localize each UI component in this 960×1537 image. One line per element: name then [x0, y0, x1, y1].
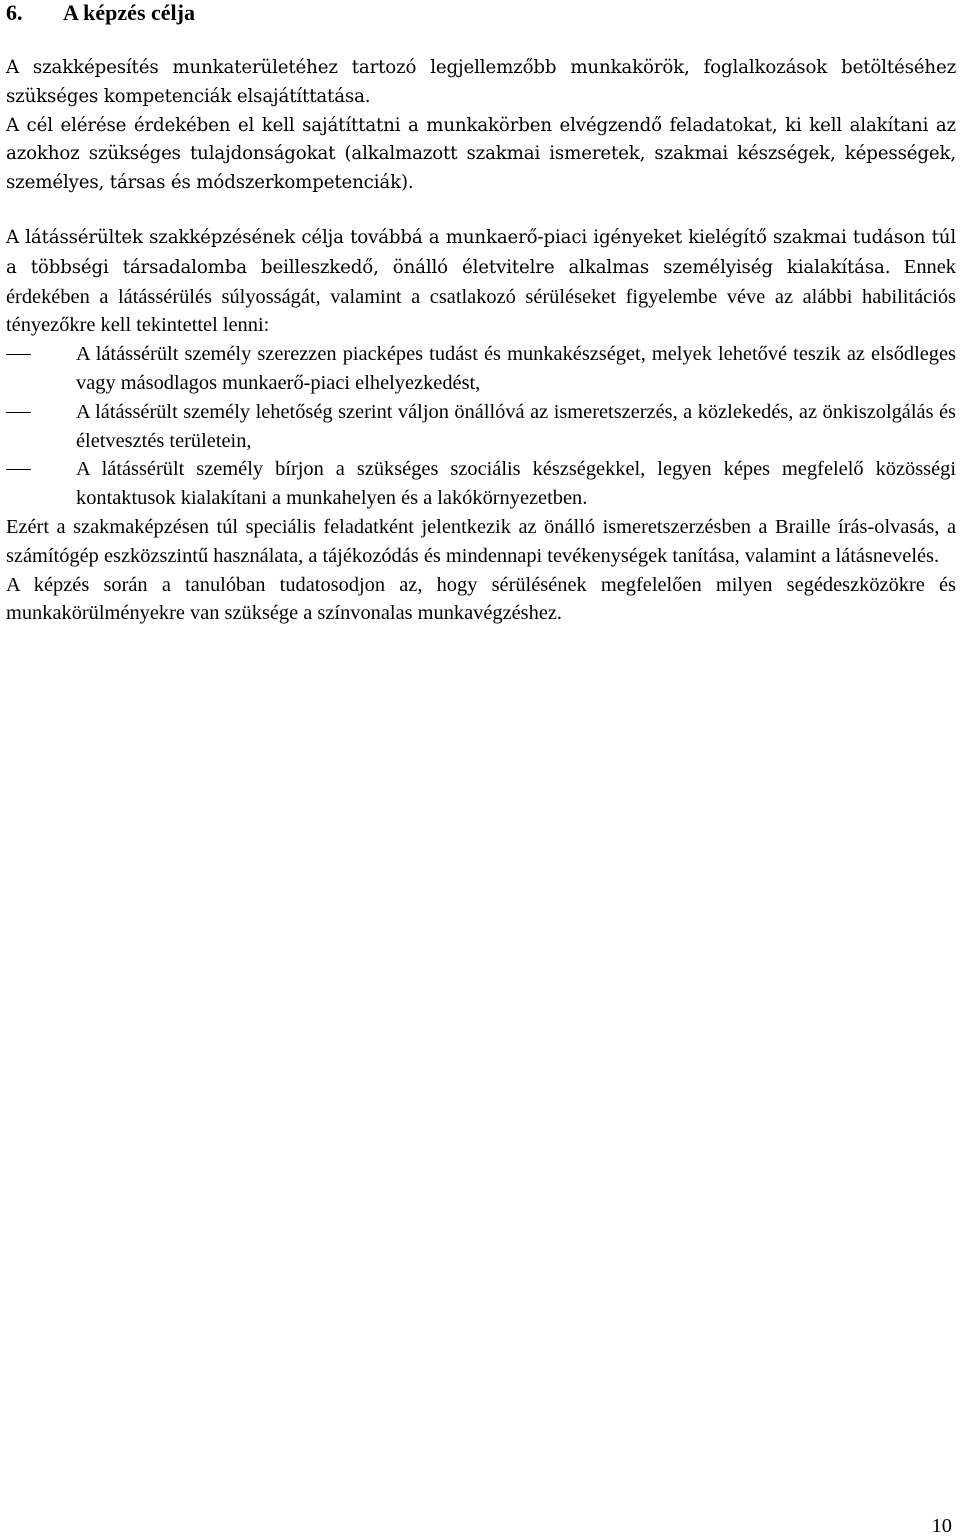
list-item: [6, 340, 956, 398]
paragraph-competencies-part1: A cél elérése érdekében el kell sajátíttatni a munkakörben elvégzendő feladatokat, ki kell alakítani az azokhoz szükséges tulajdonságokat (alkalmazott szakmai ismeretek, szakmai készségek,: [6, 114, 956, 165]
paragraph-awareness: A képzés során a tanulóban tudatosodjon az, hogy sérülésének megfelelően milyen segédeszközökre és munkakörülményekre van szüksége a színvonalas munkavégzéshez.: [6, 573, 956, 625]
paragraph-special-tasks: Ezért a szakmaképzésen túl speciális feladatként jelentkezik az önálló ismeretszerzésben a Braille írás-olvasás, a számítógép eszközszintű használata, a tájékozódás és mindennapi tevékenységek tanítása, valamint a látásnevelés.: [6, 515, 956, 567]
paragraph-gap: [6, 198, 956, 223]
list-item-text: A látássérült személy lehetőség szerint váljon önállóvá az ismeretszerzés, a közlekedés, az önkiszolgálás és életvesztés területein,: [76, 400, 956, 452]
paragraph-competencies: [6, 112, 956, 198]
paragraph-visually-impaired-part1: A látássérültek szakképzésének célja továbbá a munkaerő-piaci igényeket kielégítő szakmai tudáson túl a többségi társadalomba beilleszkedő, önálló életvitelre alkalmas személyiség kialakítása.: [6, 226, 956, 278]
paragraph-visually-impaired-part2: Ennek érdekében a látássérülés súlyosságát, valamint a csatlakozó sérüléseket figyelembe véve az alábbi habilitációs tényezőkre kell tekintettel lenni:: [6, 255, 956, 337]
page-number: 10: [931, 1515, 952, 1537]
habilitation-list: [6, 340, 956, 513]
paragraph-goal: A szakképesítés munkaterületéhez tartozó legjellemzőbb munkakörök, foglalkozások betöltéséhez szükséges kompetenciák elsajátíttatása.: [6, 57, 956, 107]
dash-bullet-icon: [6, 354, 31, 355]
list-item: [6, 455, 956, 513]
paragraph-visually-impaired: [6, 223, 956, 340]
document-page: [6, 0, 956, 628]
list-item-text: A látássérült személy bírjon a szükséges szociális készségekkel, legyen képes megfelelő közösségi kontaktusok kialakítani a munkahelyen és a lakókörnyezetben.: [76, 458, 956, 510]
dash-bullet-icon: [6, 469, 31, 470]
list-item: [6, 398, 956, 456]
paragraph-competencies-part2: képességek, személyes, társas és módszerkompetenciák).: [6, 143, 956, 194]
dash-bullet-icon: [6, 412, 31, 413]
section-heading: [6, 0, 956, 26]
section-number: 6.: [6, 0, 23, 25]
section-title: A képzés célja: [63, 0, 195, 25]
list-item-text: A látássérült személy szerezzen piacképes tudást és munkakészséget, melyek lehetővé teszik az elsődleges vagy másodlagos munkaerő-piaci elhelyezkedést,: [76, 343, 956, 394]
